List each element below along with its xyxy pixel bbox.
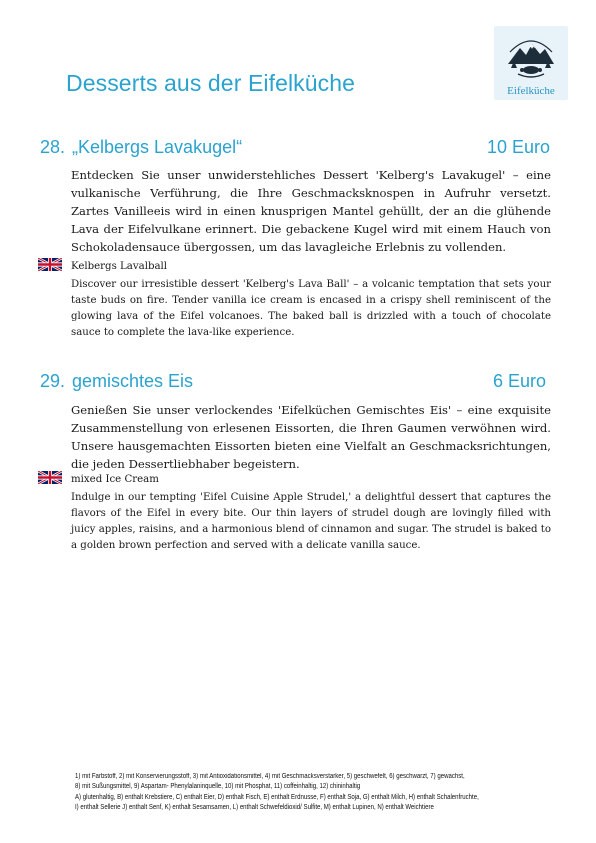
uk-flag-icon: [38, 258, 62, 271]
dish-name: gemischtes Eis: [72, 371, 194, 391]
allergen-footnotes: [75, 772, 497, 813]
dish-description-de: Genießen Sie unser verlockendes 'Eifelküchen Gemischtes Eis' – eine exquisite Zusammenstellung von erlesenen Eissorten, die Ihren Gaumen verwöhnen wird. Unsere hausgemachten Eissorten bieten eine Vielfalt an Geschmacksrichtungen, die jeden Dessertliebhaber begeistern.: [71, 403, 551, 471]
dish-description-en: Discover our irresistible dessert 'Kelberg's Lava Ball' – a volcanic temptation that sets your taste buds on fire. Tender vanilla ice cream is encased in a crispy shell reminiscent of the glowing lava of the Eifel volcanoes. The baked ball is drizzled with a touch of chocolate sauce to complete the lava-like experience.: [71, 279, 551, 338]
dish-title-en: mixed Ice Cream: [71, 474, 159, 485]
dish-number: 29.: [40, 371, 66, 391]
dish-number: 28.: [40, 137, 66, 157]
footnote-line: 8) mit Sußungsmittel, 9) Aspartam- Phenylalaninquelle, 10) mit Phosphat, 11) coffeinhaltig, 12) chininhaltig: [75, 783, 361, 791]
dish-name: „Kelbergs Lavakugel“: [72, 137, 243, 157]
uk-flag-icon: [38, 471, 62, 484]
dish-header: [40, 371, 546, 395]
logo-text: Eifelküche: [507, 85, 555, 97]
dish-description-en: Indulge in our tempting 'Eifel Cuisine Apple Strudel,' a delightful dessert that captures the flavors of the Eifel in every bite. Our thin layers of strudel dough are lovingly filled with juicy apples, raisins, and a harmonious blend of cinnamon and sugar. The strudel is baked to a golden brown perfection and served with a delicate vanilla sauce.: [71, 492, 551, 551]
dish-title-en: Kelbergs Lavalball: [71, 261, 168, 272]
dish-price: 10 Euro: [486, 137, 550, 157]
footnote-line: A) glutenhaltig, B) enthalt Krebstiere, C) enthalt Eier, D) enthalt Fisch, E) enthalt Erdnusse, F) enthalt Soja, G) enthalt Milch, H) enthalt Schalenfruchte,: [75, 793, 479, 801]
dish-description-de: Entdecken Sie unser unwiderstehliches Dessert 'Kelberg's Lavakugel' – eine vulkanische Verführung, die Ihre Geschmacksknospen in Aufruhr versetzt. Zartes Vanilleeis wird in einen knusprigen Mantel gehüllt, der an die glühende Lava der Eifelvulkane erinnert. Die gebackene Kugel wird mit einem Hauch von Schokoladensauce übergossen, um das lavagleiche Erlebnis zu vollenden.: [71, 168, 551, 254]
eifelkueche-logo: [494, 26, 568, 100]
dish-price: 6 Euro: [492, 371, 546, 391]
page-title: Desserts aus der Eifelküche: [66, 70, 356, 96]
dish-header: [40, 137, 550, 161]
footnote-line: 1) mit Farbstoff, 2) mit Konservierungsstoff, 3) mit Antioxidationsmittel, 4) mit Geschmacksverstarker, 5) geschwefelt, 6) geschwarzt, 7) gewachst,: [75, 773, 465, 780]
mountain-logo-icon: [502, 34, 560, 84]
footnote-line: I) enthalt Sellerie J) enthalt Senf, K) enthalt Sesamsamen, L) enthalt Schwefeldioxid/ Sulfite, M) enthalt Lupinen, N) enthalt Weichtiere: [75, 803, 434, 811]
